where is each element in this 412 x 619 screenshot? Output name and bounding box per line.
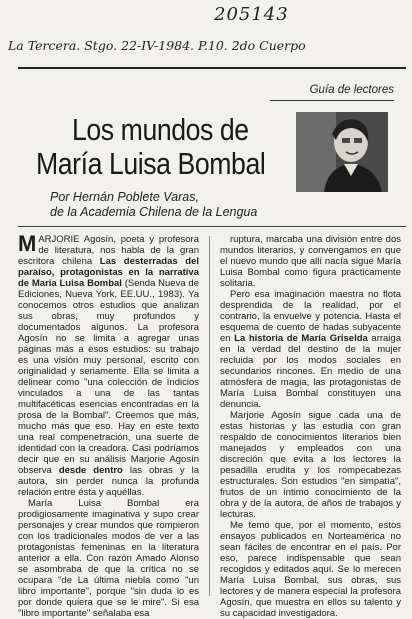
article-paragraph bbox=[220, 410, 401, 520]
body-text: ruptura, marcaba una división entre dos mundos literarios, y convengamos en que el nuevo mundo que allí nacía sigue María Luisa Bombal como figura prácticamente solitaria. bbox=[220, 234, 401, 289]
drop-cap: M bbox=[18, 231, 37, 256]
article-paragraph bbox=[220, 520, 401, 619]
body-text: ARJORIE Agosín, poeta y profesora de literatura, nos habla de la gran escritora chilena bbox=[18, 234, 199, 267]
bold-title-text: La historia de María Griselda bbox=[234, 333, 368, 344]
body-text: Me temo que, por el momento, estos ensayos publicados en Norteamérica no sean fáciles de encontrar en el país. Por eso, parece indispensable que sean recogidos y editados aquí. Se lo merecen María Luisa Bombal, sus obras, sus lectores y de manera especial la profesora Agosín, que muestra en ellos su talento y su capacidad investigadora. bbox=[220, 520, 401, 619]
article-paragraph bbox=[220, 234, 401, 289]
handwritten-dateline: La Tercera. Stgo. 22-IV-1984. P.10. 2do Cuerpo bbox=[8, 38, 306, 53]
body-text: Pero esa imaginación maestra no flota desprendida de la realidad, por el contrario, la envuelve y potencia. Hasta el esquema de cuento de hadas subyacente en bbox=[220, 289, 401, 344]
headline-line-2: María Luisa Bombal bbox=[36, 146, 266, 181]
article-column-right bbox=[220, 234, 401, 619]
article-column-left bbox=[18, 231, 199, 619]
body-text: las obras y la autora, sin perder nunca la profunda relación entre ésta y aquéllas. bbox=[18, 465, 199, 498]
bold-title-text: Las desterradas del paraíso, protagonistas en la narrativa de María Luisa Bombal bbox=[18, 256, 199, 289]
body-text: (Senda Nueva de Ediciones, Nueva York, EE.UU., 1983). Ya conocemos otros estudios que analizan sus obras, muy profundos y documentados algunos. La profesora Agosín no se limita a agregar unas páginas más a esos estudios: su trabajo es una visión muy personal, escrito con originalidad y seriamente. Ella se limita a delinear como "una colección de índicios vinculados a una de las tantas multifacéticas esencias encontradas en la prosa de la Bombal". Creemos que más, mucho más que eso. Hay en este texto una real compenetración, una suerte de identidad con la creadora. Casi podríamos decir que en su análisis Marjorie Agosín observa bbox=[18, 278, 199, 476]
byline bbox=[50, 190, 257, 220]
body-text: María Luisa Bombal era prodigiosamente imaginativa y supo crear personajes y crear mundos que rompieron con los tradicionales modos de ver a las protagonistas femeninas en la literatura anterior a ella. Con razón Amado Alonso se asombraba de que la crítica no se ocupara "de La última niebla como "un libro importante", porque "sin duda lo es por donde quiera que se le mire". Si esa "libro importante" señalaba esa bbox=[18, 498, 199, 619]
body-text: arraiga en la verdad del destino de la mujer recluida por los modos sociales en secundarios rincones. En medio de una atmósfera de magia, las protagonistas de María Luisa Bombal constituyen una denuncia. bbox=[220, 333, 401, 410]
section-label: Guía de lectores bbox=[309, 84, 394, 96]
byline-author: Por Hernán Poblete Varas, bbox=[50, 190, 199, 204]
handwritten-archive-number: 205143 bbox=[214, 4, 289, 25]
bold-title-text: desde dentro bbox=[58, 465, 123, 476]
article-paragraph bbox=[220, 289, 401, 410]
byline-affiliation: de la Academia Chilena de la Lengua bbox=[50, 205, 258, 219]
article-paragraph bbox=[18, 231, 199, 498]
top-rule bbox=[18, 67, 406, 69]
column-divider bbox=[209, 236, 210, 596]
header-rule bbox=[18, 226, 406, 227]
headline-line-1: Los mundos de bbox=[72, 112, 249, 147]
article-paragraph bbox=[18, 498, 199, 619]
section-rule bbox=[270, 100, 394, 101]
author-photo bbox=[296, 112, 388, 192]
body-text: Marjorie Agosín sigue cada una de estas historias y las estudia con gran respaldo de conocimientos literarios bien manejados y empleados con una discreción que evita a los lectores la pesadilla erudita y los rompecabezas estructurales. Son estudios "en simpatía", frutos de un íntimo conocimiento de la obra y de la autora, de años de trabajos y lecturas. bbox=[220, 410, 401, 520]
